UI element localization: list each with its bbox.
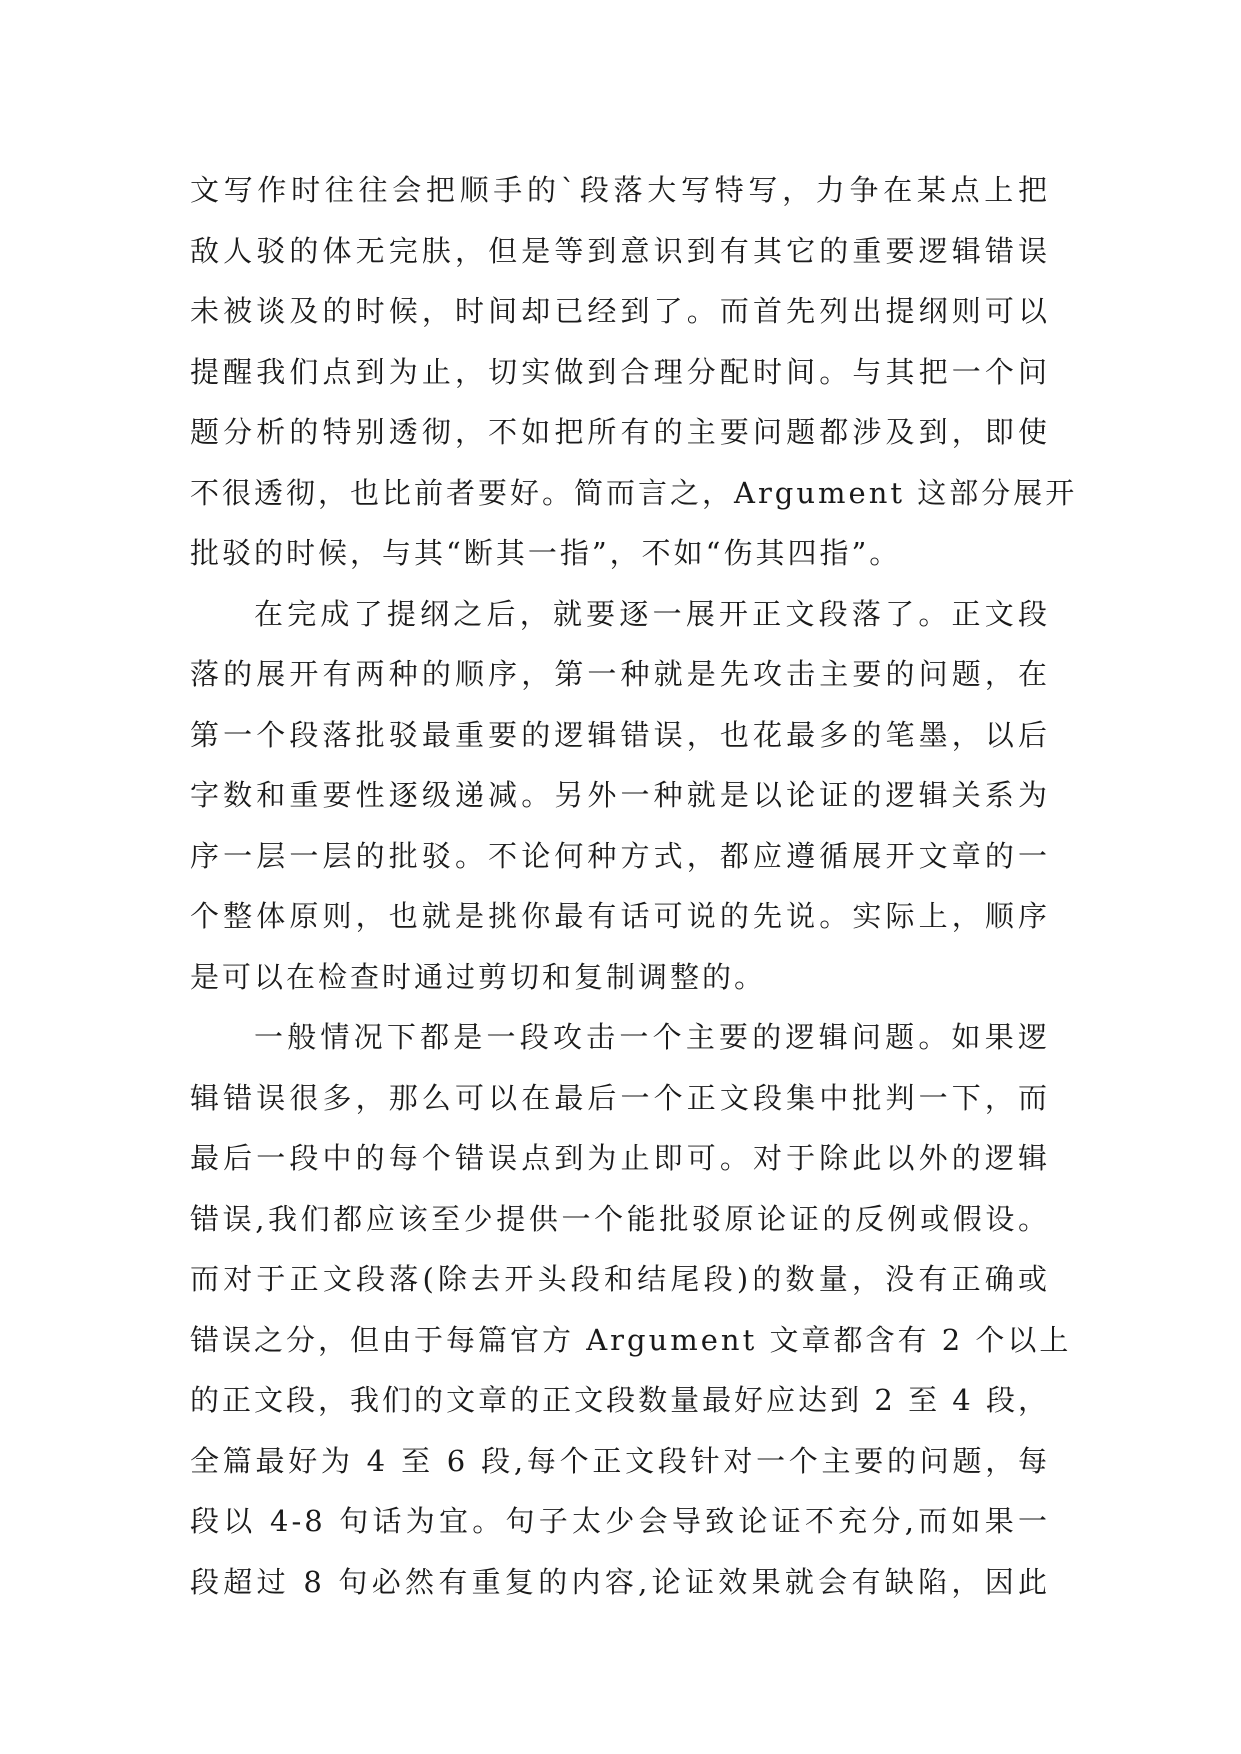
text-line: 提醒我们点到为止，切实做到合理分配时间。与其把一个问 <box>190 354 1050 389</box>
paragraph-1 <box>190 160 1078 584</box>
text-line: 一般情况下都是一段攻击一个主要的逻辑问题。如果逻 <box>254 1020 1050 1054</box>
text-line: 全篇最好为 4 至 6 段,每个正文段针对一个主要的问题，每 <box>190 1443 1050 1478</box>
text-line: 最后一段中的每个错误点到为止即可。对于除此以外的逻辑 <box>190 1141 1050 1175</box>
text-line: 敌人驳的体无完肤，但是等到意识到有其它的重要逻辑错误 <box>190 233 1050 268</box>
text-line: 第一个段落批驳最重要的逻辑错误，也花最多的笔墨，以后 <box>190 717 1050 752</box>
text-line: 是可以在检查时通过剪切和复制调整的。 <box>190 959 767 994</box>
body-text <box>190 160 1078 1612</box>
paragraph-2 <box>190 584 1050 1008</box>
text-line: 段以 4-8 句话为宜。句子太少会导致论证不充分,而如果一 <box>190 1504 1050 1538</box>
text-line: 不很透彻，也比前者要好。简而言之，Argument 这部分展开 <box>190 475 1078 510</box>
text-line: 段超过 8 句必然有重复的内容,论证效果就会有缺陷，因此 <box>190 1564 1050 1599</box>
text-line: 题分析的特别透彻，不如把所有的主要问题都涉及到，即使 <box>190 415 1050 449</box>
text-line: 文写作时往往会把顺手的`段落大写特写，力争在某点上把 <box>190 173 1050 207</box>
text-line: 辑错误很多，那么可以在最后一个正文段集中批判一下，而 <box>190 1080 1050 1115</box>
text-line: 字数和重要性逐级递减。另外一种就是以论证的逻辑关系为 <box>190 778 1050 812</box>
text-line: 未被谈及的时候，时间却已经到了。而首先列出提纲则可以 <box>190 294 1050 328</box>
text-line: 序一层一层的批驳。不论何种方式，都应遵循展开文章的一 <box>190 838 1050 873</box>
paragraph-3 <box>190 1007 1072 1612</box>
text-line: 个整体原则，也就是挑你最有话可说的先说。实际上，顺序 <box>190 899 1050 933</box>
text-line: 在完成了提纲之后，就要逐一展开正文段落了。正文段 <box>254 596 1050 631</box>
text-line: 错误之分，但由于每篇官方 Argument 文章都含有 2 个以上 <box>190 1322 1072 1357</box>
text-line: 落的展开有两种的顺序，第一种就是先攻击主要的问题，在 <box>190 657 1050 691</box>
text-line: 的正文段，我们的文章的正文段数量最好应达到 2 至 4 段， <box>190 1383 1050 1417</box>
text-line: 错误,我们都应该至少提供一个能批驳原论证的反例或假设。 <box>190 1201 1050 1236</box>
text-line: 而对于正文段落(除去开头段和结尾段)的数量，没有正确或 <box>190 1262 1050 1296</box>
text-line: 批驳的时候，与其“断其一指”，不如“伤其四指”。 <box>190 536 902 570</box>
